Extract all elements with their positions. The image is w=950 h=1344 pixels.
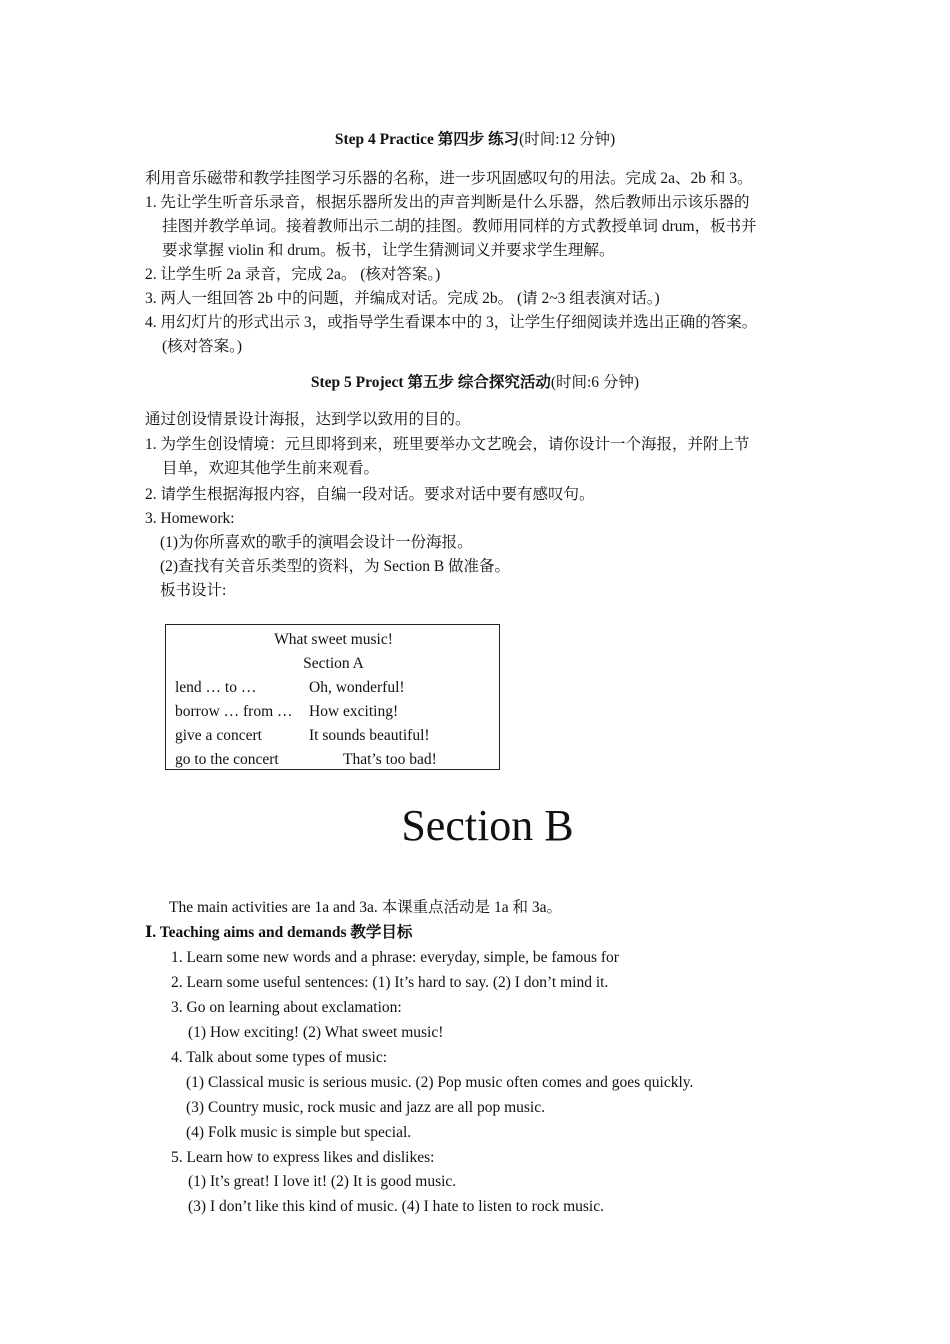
step4-item3: 3. 两人一组回答 2b 中的问题，并编成对话。完成 2b。 (请 2~3 组表演对话。) xyxy=(145,290,660,307)
step4-heading-en: Step 4 Practice xyxy=(334,131,434,148)
board-title: What sweet music! xyxy=(274,631,393,648)
teaching-aims-heading: Ⅰ. Teaching aims and demands 教学目标 xyxy=(145,924,413,941)
board-row-3-right: It sounds beautiful! xyxy=(309,727,430,744)
step4-item1-line3: 要求掌握 violin 和 drum。板书，让学生猜测词义并要求学生理解。 xyxy=(162,242,615,259)
step4-item4-line1: 4. 用幻灯片的形式出示 3，或指导学生看课本中的 3，让学生仔细阅读并选出正确的答案。 xyxy=(145,314,758,331)
aim-line-10: (1) It’s great! I love it! (2) It is good music. xyxy=(188,1173,457,1190)
board-row-2-right: How exciting! xyxy=(309,703,399,720)
step5-item2: 2. 请学生根据海报内容，自编一段对话。要求对话中要有感叹句。 xyxy=(145,486,595,503)
board-row-1-left: lend … to … xyxy=(175,679,257,696)
aim-line-8: (4) Folk music is simple but special. xyxy=(186,1124,412,1141)
aim-line-6: (1) Classical music is serious music. (2) Pop music often comes and goes quickly. xyxy=(186,1074,694,1091)
step5-item1-line2: 目单，欢迎其他学生前来观看。 xyxy=(162,460,380,477)
step5-time: (时间:6 分钟) xyxy=(550,374,640,391)
aim-line-9: 5. Learn how to express likes and dislikes: xyxy=(171,1149,435,1166)
board-row-2-left: borrow … from … xyxy=(175,703,293,720)
section-b-title: Section B xyxy=(401,801,574,850)
step5-item3: 3. Homework: xyxy=(145,510,235,527)
board-row-4-right: That’s too bad! xyxy=(343,751,437,768)
step5-heading-en: Step 5 Project xyxy=(310,374,404,391)
step5-item1-line1: 1. 为学生创设情境：元旦即将到来，班里要举办文艺晚会，请你设计一个海报，并附上节 xyxy=(145,436,750,453)
aim-line-11: (3) I don’t like this kind of music. (4) I hate to listen to rock music. xyxy=(188,1198,604,1215)
step4-item1-line2: 挂图并教学单词。接着教师出示二胡的挂图。教师用同样的方式教授单词 drum，板书并 xyxy=(162,218,757,235)
step5-homework-1: (1)为你所喜欢的歌手的演唱会设计一份海报。 xyxy=(160,534,473,551)
step4-intro: 利用音乐磁带和教学挂图学习乐器的名称，进一步巩固感叹句的用法。完成 2a、2b 和 3。 xyxy=(145,170,753,187)
board-subtitle: Section A xyxy=(303,655,364,672)
step4-item2: 2. 让学生听 2a 录音，完成 2a。 (核对答案。) xyxy=(145,266,441,283)
board-label: 板书设计: xyxy=(160,582,227,599)
board-row-1-right: Oh, wonderful! xyxy=(309,679,405,696)
board-row-3-left: give a concert xyxy=(175,727,262,744)
step4-heading-cn: 第四步 练习 xyxy=(437,131,520,148)
step4-item1-line1: 1. 先让学生听音乐录音，根据乐器所发出的声音判断是什么乐器，然后教师出示该乐器的 xyxy=(145,194,750,211)
aim-line-7: (3) Country music, rock music and jazz are all pop music. xyxy=(186,1099,545,1116)
step5-homework-2: (2)查找有关音乐类型的资料，为 Section B 做准备。 xyxy=(160,558,511,575)
step5-intro: 通过创设情景设计海报，达到学以致用的目的。 xyxy=(145,411,471,428)
aim-line-4: (1) How exciting! (2) What sweet music! xyxy=(188,1024,444,1041)
blackboard-design-box xyxy=(165,624,500,770)
step4-item4-line2: (核对答案。) xyxy=(162,338,243,355)
section-b-main-activities: The main activities are 1a and 3a. 本课重点活动是 1a 和 3a。 xyxy=(169,899,562,916)
board-row-4-left: go to the concert xyxy=(175,751,279,768)
step5-heading-cn: 第五步 综合探究活动 xyxy=(407,374,551,391)
aim-line-2: 2. Learn some useful sentences: (1) It’s hard to say. (2) I don’t mind it. xyxy=(171,974,609,991)
aim-line-1: 1. Learn some new words and a phrase: everyday, simple, be famous for xyxy=(171,949,619,966)
step4-heading xyxy=(0,130,950,150)
step5-heading xyxy=(0,373,950,393)
aim-line-3: 3. Go on learning about exclamation: xyxy=(171,999,402,1016)
step4-time: (时间:12 分钟) xyxy=(519,131,616,148)
aim-line-5: 4. Talk about some types of music: xyxy=(171,1049,388,1066)
